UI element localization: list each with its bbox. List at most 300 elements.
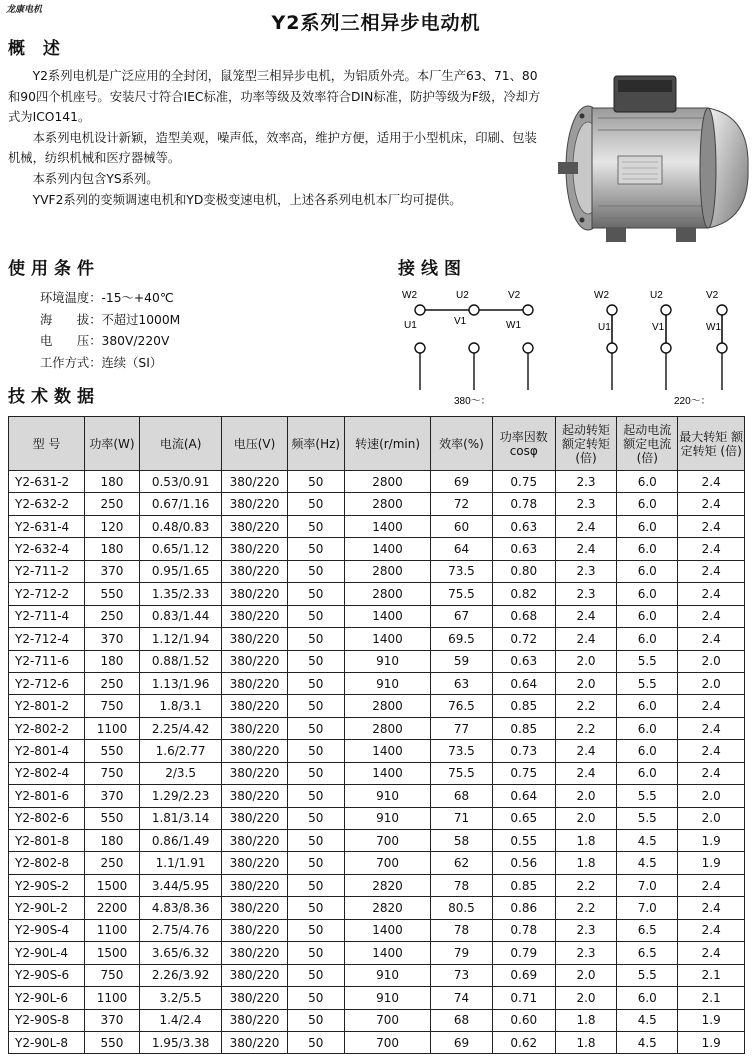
- table-cell: 50: [287, 919, 344, 941]
- table-cell: 73.5: [431, 740, 492, 762]
- table-cell: 1100: [85, 919, 140, 941]
- wiring-delta-220: [594, 290, 727, 407]
- table-cell: 2.3: [555, 942, 616, 964]
- table-cell: Y2-90S-2: [9, 874, 85, 896]
- table-header-row: [9, 417, 745, 471]
- table-header-cell: 电流(A): [139, 417, 221, 471]
- table-cell: 3.65/6.32: [139, 942, 221, 964]
- table-cell: 0.68: [492, 605, 555, 627]
- table-cell: 380/220: [222, 493, 287, 515]
- table-cell: 5.5: [617, 807, 678, 829]
- table-row: [9, 560, 745, 582]
- table-cell: 6.0: [617, 583, 678, 605]
- table-cell: 50: [287, 628, 344, 650]
- table-cell: 50: [287, 830, 344, 852]
- terminal-label: U2: [650, 290, 663, 301]
- table-cell: 0.83/1.44: [139, 605, 221, 627]
- table-cell: 380/220: [222, 830, 287, 852]
- table-cell: Y2-631-4: [9, 515, 85, 537]
- table-cell: 380/220: [222, 471, 287, 493]
- table-cell: 2800: [344, 471, 431, 493]
- overview-text: [8, 66, 548, 210]
- table-cell: 4.5: [617, 852, 678, 874]
- table-cell: Y2-632-2: [9, 493, 85, 515]
- table-cell: 1500: [85, 874, 140, 896]
- table-cell: 250: [85, 852, 140, 874]
- table-cell: 2.0: [678, 807, 745, 829]
- table-cell: Y2-90L-4: [9, 942, 85, 964]
- table-cell: 76.5: [431, 695, 492, 717]
- table-cell: 2800: [344, 717, 431, 739]
- table-row: [9, 1009, 745, 1031]
- table-cell: 0.71: [492, 987, 555, 1009]
- table-cell: 380/220: [222, 515, 287, 537]
- table-cell: 0.86: [492, 897, 555, 919]
- table-cell: 62: [431, 852, 492, 874]
- table-cell: Y2-801-6: [9, 785, 85, 807]
- conditions-list: [40, 288, 180, 374]
- table-cell: 0.75: [492, 471, 555, 493]
- table-cell: 0.85: [492, 717, 555, 739]
- wiring-caption-380: 380～：: [454, 396, 491, 407]
- table-header-cell: 起动电流 额定电流 (倍): [617, 417, 678, 471]
- table-cell: 0.78: [492, 919, 555, 941]
- table-row: [9, 1031, 745, 1053]
- table-cell: 0.65: [492, 807, 555, 829]
- table-cell: 50: [287, 672, 344, 694]
- table-cell: 1.95/3.38: [139, 1031, 221, 1053]
- table-cell: 1400: [344, 628, 431, 650]
- table-cell: 1100: [85, 987, 140, 1009]
- table-cell: 50: [287, 1009, 344, 1031]
- condition-item: [40, 310, 180, 332]
- table-cell: 50: [287, 987, 344, 1009]
- table-cell: 2.4: [555, 538, 616, 560]
- table-cell: 6.0: [617, 695, 678, 717]
- condition-value: -15～+40℃: [101, 291, 174, 305]
- table-cell: 0.64: [492, 785, 555, 807]
- table-header-cell: 型 号: [9, 417, 85, 471]
- table-cell: Y2-711-6: [9, 650, 85, 672]
- table-cell: 80.5: [431, 897, 492, 919]
- table-cell: 68: [431, 785, 492, 807]
- table-cell: 2.0: [678, 650, 745, 672]
- table-cell: 50: [287, 560, 344, 582]
- table-cell: Y2-712-6: [9, 672, 85, 694]
- table-cell: 250: [85, 672, 140, 694]
- table-row: [9, 493, 745, 515]
- table-cell: 2.4: [555, 628, 616, 650]
- table-cell: 68: [431, 1009, 492, 1031]
- table-cell: 0.72: [492, 628, 555, 650]
- table-cell: 0.48/0.83: [139, 515, 221, 537]
- table-cell: Y2-802-8: [9, 852, 85, 874]
- overview-paragraph: 本系列电机设计新颖，造型美观，噪声低，效率高，维护方便，适用于小型机床，印刷、包装机械，纺织机械和医疗器械等。: [8, 130, 537, 166]
- table-row: [9, 830, 745, 852]
- table-header-cell: 功率(W): [85, 417, 140, 471]
- terminal-label: W1: [506, 320, 521, 331]
- motor-image: [558, 68, 750, 248]
- table-cell: 2.0: [678, 672, 745, 694]
- table-header-cell: 起动转矩 额定转矩 (倍): [555, 417, 616, 471]
- table-cell: 2.4: [678, 695, 745, 717]
- table-cell: 0.63: [492, 650, 555, 672]
- table-cell: 2200: [85, 897, 140, 919]
- table-cell: 250: [85, 605, 140, 627]
- table-cell: 50: [287, 471, 344, 493]
- terminal-label: W2: [594, 290, 609, 301]
- table-cell: 2.3: [555, 583, 616, 605]
- table-cell: 2.3: [555, 919, 616, 941]
- table-row: [9, 695, 745, 717]
- table-header-cell: 频率(Hz): [287, 417, 344, 471]
- table-cell: 1400: [344, 762, 431, 784]
- table-cell: 910: [344, 672, 431, 694]
- table-row: [9, 538, 745, 560]
- table-cell: 1.29/2.23: [139, 785, 221, 807]
- table-cell: 0.60: [492, 1009, 555, 1031]
- table-cell: 50: [287, 695, 344, 717]
- table-cell: 380/220: [222, 964, 287, 986]
- table-cell: 2.1: [678, 964, 745, 986]
- table-cell: 2.2: [555, 717, 616, 739]
- table-cell: 50: [287, 583, 344, 605]
- table-cell: 0.65/1.12: [139, 538, 221, 560]
- table-cell: 2.0: [555, 964, 616, 986]
- table-cell: 4.83/8.36: [139, 897, 221, 919]
- table-cell: 2.0: [555, 987, 616, 1009]
- table-cell: Y2-90L-2: [9, 897, 85, 919]
- table-cell: 1.9: [678, 1031, 745, 1053]
- table-cell: 380/220: [222, 538, 287, 560]
- table-cell: 6.0: [617, 538, 678, 560]
- table-cell: 380/220: [222, 1009, 287, 1031]
- table-cell: 5.5: [617, 650, 678, 672]
- table-cell: 750: [85, 762, 140, 784]
- table-cell: 50: [287, 515, 344, 537]
- table-cell: 50: [287, 605, 344, 627]
- condition-label: 工作方式：: [40, 355, 102, 370]
- table-cell: 6.0: [617, 987, 678, 1009]
- table-cell: 0.95/1.65: [139, 560, 221, 582]
- table-cell: 78: [431, 874, 492, 896]
- table-cell: 75.5: [431, 583, 492, 605]
- table-cell: 370: [85, 1009, 140, 1031]
- table-cell: 380/220: [222, 1031, 287, 1053]
- table-cell: 50: [287, 964, 344, 986]
- table-cell: 550: [85, 1031, 140, 1053]
- table-cell: 4.5: [617, 830, 678, 852]
- table-cell: Y2-801-4: [9, 740, 85, 762]
- table-cell: 50: [287, 874, 344, 896]
- table-cell: 0.56: [492, 852, 555, 874]
- table-cell: 50: [287, 493, 344, 515]
- condition-item: [40, 288, 180, 310]
- table-cell: 910: [344, 807, 431, 829]
- table-cell: 380/220: [222, 672, 287, 694]
- table-cell: 700: [344, 852, 431, 874]
- table-cell: 69: [431, 471, 492, 493]
- table-cell: 6.0: [617, 560, 678, 582]
- table-cell: 1400: [344, 740, 431, 762]
- overview-heading: 概 述: [8, 39, 66, 59]
- table-cell: 6.5: [617, 919, 678, 941]
- table-cell: 700: [344, 1031, 431, 1053]
- table-cell: 6.0: [617, 515, 678, 537]
- table-cell: 1.8: [555, 1009, 616, 1031]
- table-cell: 370: [85, 560, 140, 582]
- table-cell: 2820: [344, 897, 431, 919]
- table-cell: 0.53/0.91: [139, 471, 221, 493]
- table-cell: 5.5: [617, 964, 678, 986]
- table-cell: 2.3: [555, 471, 616, 493]
- table-cell: 69: [431, 1031, 492, 1053]
- table-cell: 180: [85, 650, 140, 672]
- table-cell: 1.8: [555, 852, 616, 874]
- table-cell: 0.85: [492, 874, 555, 896]
- table-cell: 1400: [344, 538, 431, 560]
- table-cell: 50: [287, 897, 344, 919]
- table-cell: 380/220: [222, 942, 287, 964]
- table-cell: 2.4: [678, 897, 745, 919]
- table-cell: 50: [287, 538, 344, 560]
- conditions-heading: 使用条件: [8, 259, 100, 279]
- terminal-label: U1: [598, 322, 611, 333]
- table-cell: 2800: [344, 493, 431, 515]
- table-cell: 3.2/5.5: [139, 987, 221, 1009]
- wiring-diagram: [388, 280, 750, 410]
- table-row: [9, 987, 745, 1009]
- table-cell: 2.3: [555, 560, 616, 582]
- table-cell: 910: [344, 785, 431, 807]
- table-cell: 2.4: [678, 605, 745, 627]
- table-cell: Y2-801-8: [9, 830, 85, 852]
- table-cell: 2.4: [678, 942, 745, 964]
- terminal-label: W2: [402, 290, 417, 301]
- condition-label: 环境温度：: [40, 291, 102, 305]
- table-cell: Y2-712-2: [9, 583, 85, 605]
- wiring-caption-220: 220～：: [674, 396, 711, 407]
- table-cell: 50: [287, 942, 344, 964]
- terminal-label: V2: [706, 290, 719, 301]
- table-cell: Y2-90L-8: [9, 1031, 85, 1053]
- table-cell: 700: [344, 1009, 431, 1031]
- table-row: [9, 471, 745, 493]
- table-cell: 1.1/1.91: [139, 852, 221, 874]
- table-cell: 6.5: [617, 942, 678, 964]
- table-cell: 0.64: [492, 672, 555, 694]
- table-cell: Y2-712-4: [9, 628, 85, 650]
- condition-item: [40, 331, 180, 353]
- table-cell: 2.25/4.42: [139, 717, 221, 739]
- table-row: [9, 605, 745, 627]
- table-cell: Y2-711-4: [9, 605, 85, 627]
- table-header-cell: 转速(r/min): [344, 417, 431, 471]
- table-cell: 0.69: [492, 964, 555, 986]
- table-cell: 1.9: [678, 852, 745, 874]
- terminal-label: W1: [706, 322, 721, 333]
- table-cell: Y2-801-2: [9, 695, 85, 717]
- table-cell: 2.26/3.92: [139, 964, 221, 986]
- table-cell: 50: [287, 1031, 344, 1053]
- table-cell: 59: [431, 650, 492, 672]
- terminal-label: U2: [456, 290, 469, 301]
- table-cell: 50: [287, 785, 344, 807]
- table-cell: 2.4: [678, 628, 745, 650]
- table-cell: Y2-632-4: [9, 538, 85, 560]
- table-cell: 4.5: [617, 1031, 678, 1053]
- table-cell: 180: [85, 538, 140, 560]
- table-row: [9, 874, 745, 896]
- table-cell: 1.8: [555, 1031, 616, 1053]
- table-row: [9, 807, 745, 829]
- table-cell: 380/220: [222, 874, 287, 896]
- table-row: [9, 762, 745, 784]
- table-cell: 0.80: [492, 560, 555, 582]
- table-cell: 380/220: [222, 605, 287, 627]
- table-cell: 0.86/1.49: [139, 830, 221, 852]
- table-cell: 380/220: [222, 762, 287, 784]
- table-cell: 550: [85, 807, 140, 829]
- table-header-cell: 功率因数 cosφ: [492, 417, 555, 471]
- table-row: [9, 942, 745, 964]
- overview-paragraph: Y2系列电机是广泛应用的全封闭，鼠笼型三相异步电机，为铝质外壳。本厂生产63、71、80和90四个机座号。安装尺寸符合IEC标准，功率等级及效率符合DIN标准，防护等级为F级，冷却方式为ICO141。: [8, 69, 541, 125]
- table-cell: 380/220: [222, 695, 287, 717]
- table-cell: 370: [85, 628, 140, 650]
- table-cell: 0.88/1.52: [139, 650, 221, 672]
- table-cell: 2.1: [678, 987, 745, 1009]
- table-cell: 1.9: [678, 830, 745, 852]
- table-cell: 7.0: [617, 897, 678, 919]
- table-row: [9, 672, 745, 694]
- table-cell: 1.4/2.4: [139, 1009, 221, 1031]
- table-cell: 380/220: [222, 807, 287, 829]
- page-title: Y2系列三相异步电动机: [271, 12, 481, 34]
- table-cell: 71: [431, 807, 492, 829]
- table-cell: 50: [287, 717, 344, 739]
- table-cell: 6.0: [617, 493, 678, 515]
- table-cell: 2.0: [678, 785, 745, 807]
- table-cell: 77: [431, 717, 492, 739]
- table-cell: 380/220: [222, 740, 287, 762]
- table-cell: 380/220: [222, 987, 287, 1009]
- table-cell: 2.4: [678, 471, 745, 493]
- table-cell: 120: [85, 515, 140, 537]
- table-cell: 1.6/2.77: [139, 740, 221, 762]
- table-cell: 2.0: [555, 807, 616, 829]
- table-cell: 180: [85, 830, 140, 852]
- table-cell: 2.4: [678, 717, 745, 739]
- terminal-label: V1: [454, 316, 467, 327]
- table-cell: 4.5: [617, 1009, 678, 1031]
- table-cell: 1.9: [678, 1009, 745, 1031]
- terminal-label: U1: [404, 320, 417, 331]
- table-cell: 2.2: [555, 897, 616, 919]
- table-cell: 2.4: [555, 740, 616, 762]
- table-cell: 2.0: [555, 785, 616, 807]
- wiring-heading: 接线图: [398, 259, 467, 279]
- table-row: [9, 897, 745, 919]
- condition-value: 连续（SI）: [101, 355, 163, 370]
- table-cell: 700: [344, 830, 431, 852]
- table-cell: 0.78: [492, 493, 555, 515]
- table-cell: 50: [287, 852, 344, 874]
- table-cell: 2.4: [555, 762, 616, 784]
- table-cell: 1.13/1.96: [139, 672, 221, 694]
- table-cell: 380/220: [222, 852, 287, 874]
- table-row: [9, 852, 745, 874]
- table-header-cell: 电压(V): [222, 417, 287, 471]
- table-cell: 67: [431, 605, 492, 627]
- table-cell: 5.5: [617, 672, 678, 694]
- table-cell: 78: [431, 919, 492, 941]
- table-cell: 2.4: [678, 560, 745, 582]
- table-cell: 2.4: [678, 919, 745, 941]
- table-cell: 0.55: [492, 830, 555, 852]
- table-row: [9, 515, 745, 537]
- table-cell: 2.75/4.76: [139, 919, 221, 941]
- table-body: [9, 471, 745, 1054]
- table-cell: 180: [85, 471, 140, 493]
- table-cell: 74: [431, 987, 492, 1009]
- table-cell: 79: [431, 942, 492, 964]
- table-cell: 0.75: [492, 762, 555, 784]
- table-cell: 2.4: [555, 605, 616, 627]
- table-cell: 750: [85, 964, 140, 986]
- table-cell: 750: [85, 695, 140, 717]
- condition-label: 电 压：: [40, 334, 102, 348]
- table-cell: 2800: [344, 560, 431, 582]
- table-row: [9, 628, 745, 650]
- table-cell: 2.4: [678, 762, 745, 784]
- table-row: [9, 583, 745, 605]
- table-cell: 2.3: [555, 493, 616, 515]
- table-cell: Y2-90L-6: [9, 987, 85, 1009]
- table-cell: 6.0: [617, 628, 678, 650]
- table-cell: 2.4: [678, 740, 745, 762]
- table-cell: 0.67/1.16: [139, 493, 221, 515]
- table-cell: 0.62: [492, 1031, 555, 1053]
- table-cell: 6.0: [617, 605, 678, 627]
- tech-heading: 技术数据: [8, 387, 100, 407]
- table-cell: 63: [431, 672, 492, 694]
- table-cell: 6.0: [617, 717, 678, 739]
- table-cell: 50: [287, 807, 344, 829]
- table-cell: 550: [85, 583, 140, 605]
- table-row: [9, 650, 745, 672]
- table-row: [9, 785, 745, 807]
- table-cell: 1500: [85, 942, 140, 964]
- table-row: [9, 919, 745, 941]
- table-cell: Y2-90S-8: [9, 1009, 85, 1031]
- table-cell: 6.0: [617, 740, 678, 762]
- table-cell: 2800: [344, 583, 431, 605]
- table-cell: 75.5: [431, 762, 492, 784]
- table-cell: 380/220: [222, 650, 287, 672]
- table-cell: 1100: [85, 717, 140, 739]
- table-cell: 2.4: [678, 583, 745, 605]
- table-cell: 50: [287, 762, 344, 784]
- tech-data-table: [8, 416, 745, 1054]
- table-row: [9, 740, 745, 762]
- table-cell: 1400: [344, 515, 431, 537]
- table-cell: 2.4: [678, 515, 745, 537]
- terminal-label: V2: [508, 290, 521, 301]
- table-cell: 910: [344, 964, 431, 986]
- table-cell: 5.5: [617, 785, 678, 807]
- condition-label: 海 拔：: [40, 312, 102, 327]
- table-cell: 50: [287, 740, 344, 762]
